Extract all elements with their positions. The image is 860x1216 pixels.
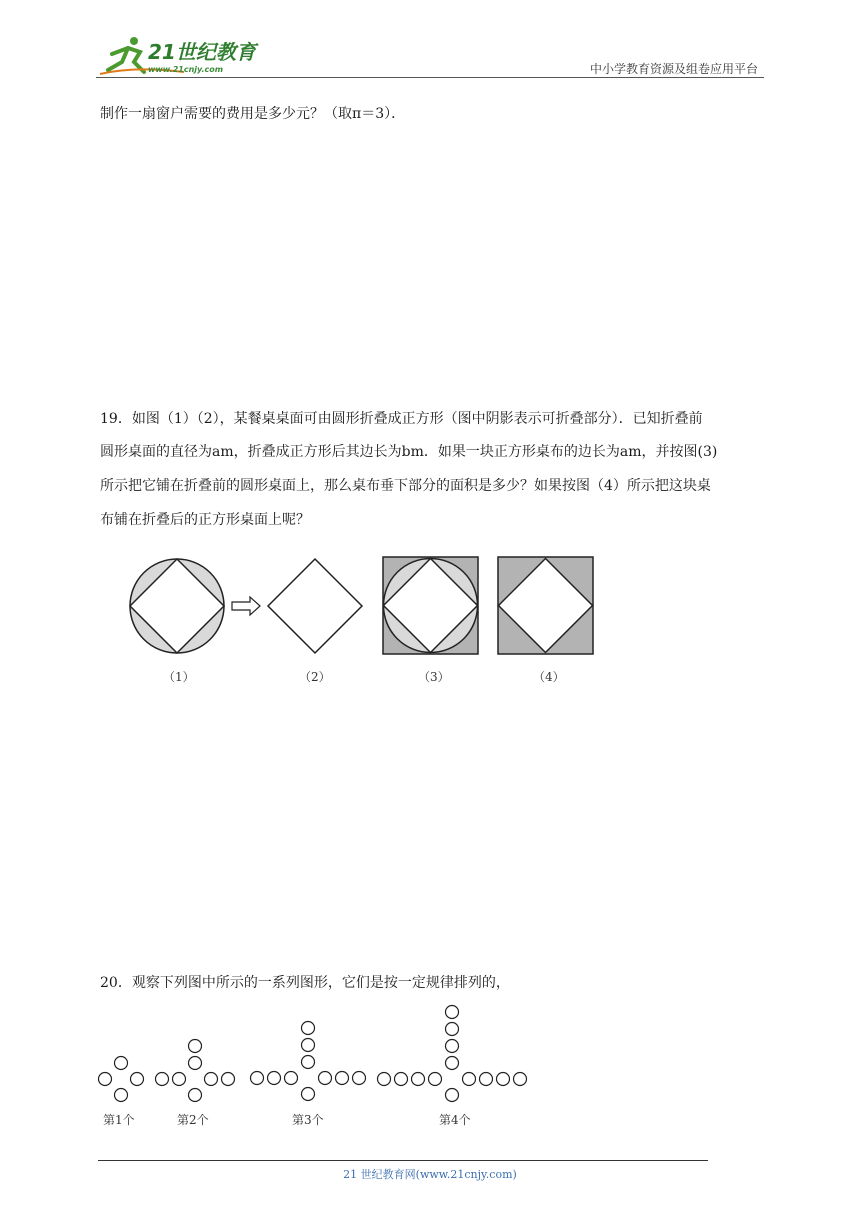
q19-line-3: 所示把它铺在折叠前的圆形桌面上，那么桌布垂下部分的面积是多少？如果按图（4）所示把这块桌 xyxy=(100,478,711,494)
q20-circle-pattern xyxy=(96,1016,536,1108)
q20-text: 20．观察下列图中所示的一系列图形，它们是按一定规律排列的， xyxy=(100,975,510,991)
header-platform-text: 中小学教育资源及组卷应用平台 xyxy=(589,62,758,76)
q20-figure-label-4: 第4个 xyxy=(439,1113,471,1127)
arrow-right-icon xyxy=(232,597,260,615)
q20-figure-4-top xyxy=(440,1000,464,1024)
q20-figure-2 xyxy=(156,1040,235,1102)
q18-tail-text: 制作一扇窗户需要的费用是多少元？（取π＝3）． xyxy=(100,106,406,122)
q20-figure-3 xyxy=(251,1022,366,1101)
q20-figure-4 xyxy=(378,1016,527,1102)
q19-figure-label-1: （1） xyxy=(163,670,195,684)
q20-figure-label-2: 第2个 xyxy=(177,1113,209,1127)
q19-figure-1 xyxy=(130,559,224,653)
q20-figure-1 xyxy=(99,1057,144,1102)
footer-divider xyxy=(98,1160,708,1161)
q19-figure-label-4: （4） xyxy=(533,670,565,684)
logo-url: www.21cnjy.com xyxy=(148,65,224,74)
q19-figure-label-2: （2） xyxy=(299,670,331,684)
q19-line-1: 19．如图（1）（2），某餐桌桌面可由圆形折叠成正方形（图中阴影表示可折叠部分）．已知折叠前 xyxy=(100,411,703,427)
q19-figure-label-3: （3） xyxy=(418,670,450,684)
q19-figure-4 xyxy=(498,557,593,654)
header-divider xyxy=(96,77,764,78)
logo-text: 21世纪教育 xyxy=(148,40,256,64)
q19-figure-2 xyxy=(268,559,362,653)
q19-figure-3 xyxy=(383,557,478,654)
q20-figure-label-3: 第3个 xyxy=(292,1113,324,1127)
runner-logo-icon xyxy=(94,32,264,80)
q19-line-2: 圆形桌面的直径为am，折叠成正方形后其边长为bm．如果一块正方形桌布的边长为am，并按图(3) xyxy=(100,444,718,460)
q19-line-4: 布铺在折叠后的正方形桌面上呢？ xyxy=(100,512,310,528)
logo xyxy=(94,32,264,80)
footer-link[interactable]: 21 世纪教育网(www.21cnjy.com) xyxy=(343,1168,517,1181)
q20-figure-label-1: 第1个 xyxy=(103,1113,135,1127)
